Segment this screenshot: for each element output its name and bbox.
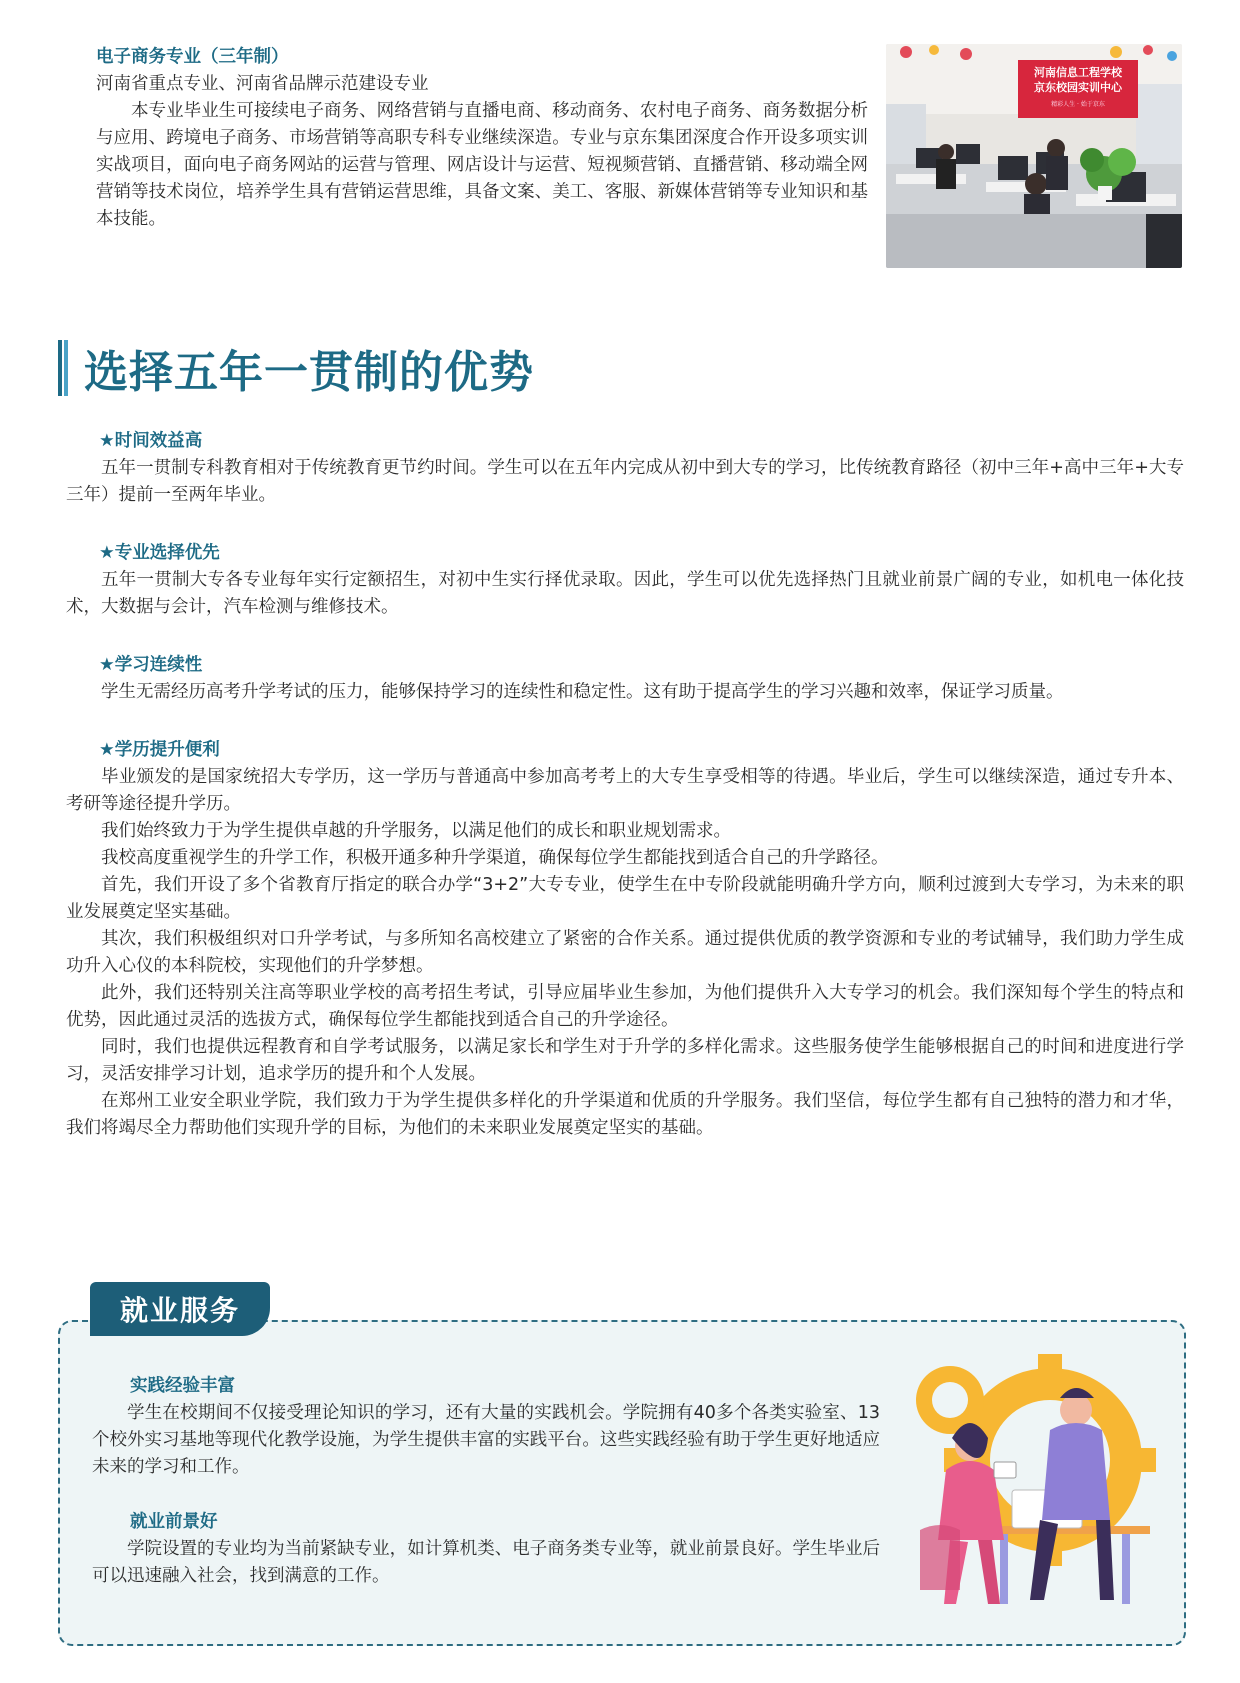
- advantage-paragraph: 毕业颁发的是国家统招大专学历，这一学历与普通高中参加高考考上的大专生享受相等的待遇。毕业后，学生可以继续深造，通过专升本、考研等途径提升学历。: [66, 767, 1184, 814]
- advantage-title: ★时间效益高: [99, 431, 203, 451]
- ecommerce-body: 本专业毕业生可接续电子商务、网络营销与直播电商、移动商务、农村电子商务、商务数据分析与应用、跨境电子商务、市场营销等高职专科专业继续深造。专业与京东集团深度合作开设多项实训实战项目，面向电子商务网站的运营与管理、网店设计与运营、短视频营销、直播营销、移动端全网营销等技术岗位，培养学生具有营销运营思维，具备文案、美工、客服、新媒体营销等专业知识和基本技能。: [96, 101, 868, 229]
- employment-item: [92, 1509, 880, 1590]
- advantages-heading: 选择五年一贯制的优势: [84, 347, 534, 398]
- employment-item-title: 实践经验丰富: [130, 1376, 235, 1396]
- advantage-paragraph: 其次，我们积极组织对口升学考试，与多所知名高校建立了紧密的合作关系。通过提供优质的教学资源和专业的考试辅导，我们助力学生成功升入心仪的本科院校，实现他们的升学梦想。: [66, 929, 1184, 976]
- advantage-paragraph: 学生无需经历高考升学考试的压力，能够保持学习的连续性和稳定性。这有助于提高学生的学习兴趣和效率，保证学习质量。: [101, 682, 1064, 702]
- advantage-paragraph: 首先，我们开设了多个省教育厅指定的联合办学“3+2”大专专业，使学生在中专阶段就能明确升学方向，顺利过渡到大专学习，为未来的职业发展奠定坚实基础。: [66, 875, 1184, 922]
- employment-item: [92, 1373, 880, 1481]
- advantage-item: [66, 652, 1184, 706]
- employment-item-title: 就业前景好: [130, 1512, 218, 1532]
- advantage-paragraph: 我们始终致力于为学生提供卓越的升学服务，以满足他们的成长和职业规划需求。: [101, 821, 731, 841]
- advantage-paragraph: 同时，我们也提供远程教育和自学考试服务，以满足家长和学生对于升学的多样化需求。这些服务使学生能够根据自己的时间和进度进行学习，灵活安排学习计划，追求学历的提升和个人发展。: [66, 1037, 1184, 1084]
- employment-item-body: 学生在校期间不仅接受理论知识的学习，还有大量的实践机会。学院拥有40多个各类实验室、13个校外实习基地等现代化教学设施，为学生提供丰富的实践平台。这些实践经验有助于学生更好地适应未来的学习和工作。: [92, 1403, 880, 1477]
- sign-line1: 河南信息工程学校: [1034, 66, 1122, 79]
- ecommerce-section: [96, 44, 868, 233]
- teamwork-illustration: [900, 1350, 1160, 1620]
- ecommerce-subtitle: 河南省重点专业、河南省品牌示范建设专业: [96, 74, 429, 94]
- sign-line2: 京东校园实训中心: [1034, 81, 1122, 94]
- advantage-title: ★学历提升便利: [99, 740, 220, 760]
- ecommerce-title: 电子商务专业（三年制）: [96, 47, 289, 67]
- employment-tab: 就业服务: [90, 1282, 270, 1336]
- advantage-item: [66, 737, 1184, 1142]
- employment-content: [92, 1373, 880, 1618]
- advantage-title: ★学习连续性: [99, 655, 203, 675]
- advantage-paragraph: 此外，我们还特别关注高等职业学校的高考招生考试，引导应届毕业生参加，为他们提供升入大专学习的机会。我们深知每个学生的特点和优势，因此通过灵活的选拔方式，确保每位学生都能找到适合自己的升学途径。: [66, 983, 1184, 1030]
- advantage-item: [66, 540, 1184, 621]
- employment-item-body: 学院设置的专业均为当前紧缺专业，如计算机类、电子商务类专业等，就业前景良好。学生毕业后可以迅速融入社会，找到满意的工作。: [92, 1539, 880, 1586]
- advantage-item: [66, 428, 1184, 509]
- advantages-heading-row: [58, 338, 534, 398]
- heading-accent-bar: [58, 340, 68, 396]
- advantage-paragraph: 我校高度重视学生的升学工作，积极开通多种升学渠道，确保每位学生都能找到适合自己的升学路径。: [101, 848, 889, 868]
- training-center-photo: [886, 44, 1182, 268]
- advantages-list: [66, 428, 1184, 1173]
- advantage-paragraph: 五年一贯制专科教育相对于传统教育更节约时间。学生可以在五年内完成从初中到大专的学习，比传统教育路径（初中三年+高中三年+大专三年）提前一至两年毕业。: [66, 458, 1184, 505]
- advantage-title: ★专业选择优先: [99, 543, 220, 563]
- advantage-paragraph: 在郑州工业安全职业学院，我们致力于为学生提供多样化的升学渠道和优质的升学服务。我们坚信，每位学生都有自己独特的潜力和才华，我们将竭尽全力帮助他们实现升学的目标，为他们的未来职业发展奠定坚实的基础。: [66, 1091, 1184, 1138]
- advantage-paragraph: 五年一贯制大专各专业每年实行定额招生，对初中生实行择优录取。因此，学生可以优先选择热门且就业前景广阔的专业，如机电一体化技术，大数据与会计，汽车检测与维修技术。: [66, 570, 1184, 617]
- sign-line3: 精彩人生 · 始于京东: [1051, 101, 1105, 108]
